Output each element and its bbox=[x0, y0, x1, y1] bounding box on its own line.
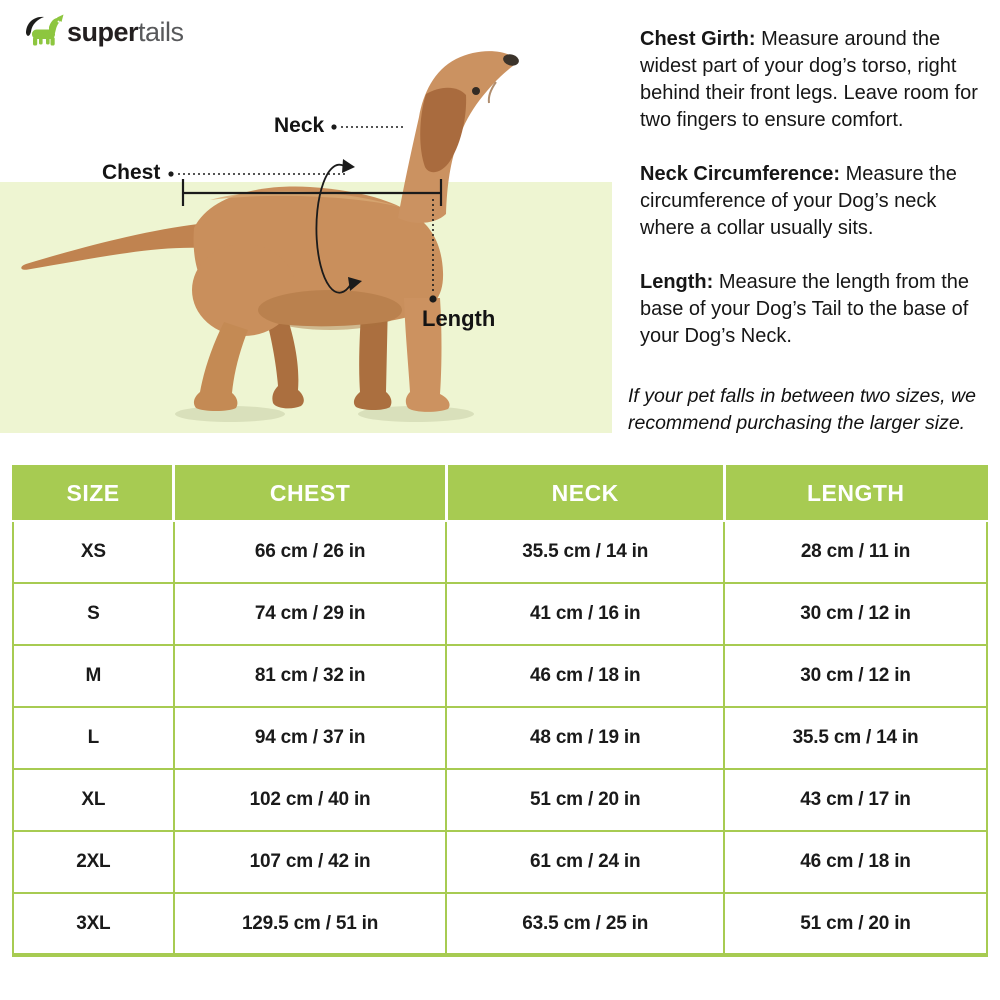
neck-circumference-term: Neck Circumference: bbox=[640, 163, 841, 185]
size-chart-table bbox=[12, 465, 988, 957]
neck-cell: 61 cm / 24 in bbox=[446, 831, 724, 893]
table-row bbox=[13, 769, 987, 831]
size-cell: XL bbox=[13, 769, 174, 831]
size-cell: L bbox=[13, 707, 174, 769]
length-paragraph bbox=[640, 269, 994, 350]
chest-girth-paragraph bbox=[640, 26, 994, 134]
neck-cell: 46 cm / 18 in bbox=[446, 645, 724, 707]
length-term: Length: bbox=[640, 271, 714, 293]
size-cell: M bbox=[13, 645, 174, 707]
length-cell: 51 cm / 20 in bbox=[724, 893, 987, 955]
neck-cell: 48 cm / 19 in bbox=[446, 707, 724, 769]
length-cell: 28 cm / 11 in bbox=[724, 521, 987, 583]
chest-cell: 107 cm / 42 in bbox=[174, 831, 447, 893]
chest-cell: 129.5 cm / 51 in bbox=[174, 893, 447, 955]
table-row bbox=[13, 583, 987, 645]
chest-label: Chest bbox=[102, 161, 161, 184]
header-neck: NECK bbox=[446, 466, 724, 521]
size-cell: 2XL bbox=[13, 831, 174, 893]
table-row bbox=[13, 521, 987, 583]
length-cell: 35.5 cm / 14 in bbox=[724, 707, 987, 769]
neck-cell: 41 cm / 16 in bbox=[446, 583, 724, 645]
chest-cell: 74 cm / 29 in bbox=[174, 583, 447, 645]
between-sizes-note: If your pet falls in between two sizes, we recommend purchasing the larger size. bbox=[628, 385, 976, 434]
brand-name-tails: tails bbox=[138, 16, 184, 47]
length-cell: 30 cm / 12 in bbox=[724, 583, 987, 645]
length-text: Measure the length from the base of your Dog’s Tail to the base of your Dog’s Neck. bbox=[640, 271, 970, 347]
neck-cell: 35.5 cm / 14 in bbox=[446, 521, 724, 583]
length-cell: 30 cm / 12 in bbox=[724, 645, 987, 707]
chest-cell: 94 cm / 37 in bbox=[174, 707, 447, 769]
chest-cell: 66 cm / 26 in bbox=[174, 521, 447, 583]
table-row bbox=[13, 893, 987, 955]
header-size: SIZE bbox=[13, 466, 174, 521]
chest-cell: 81 cm / 32 in bbox=[174, 645, 447, 707]
header-row bbox=[13, 466, 987, 521]
length-cell: 46 cm / 18 in bbox=[724, 831, 987, 893]
brand-name-super: super bbox=[67, 16, 139, 47]
dog-measurement-diagram bbox=[0, 0, 612, 452]
table-row bbox=[13, 645, 987, 707]
neck-circumference-text: Measure the circumference of your Dog’s neck where a collar usually sits. bbox=[640, 163, 957, 239]
chest-girth-term: Chest Girth: bbox=[640, 28, 756, 50]
size-cell: 3XL bbox=[13, 893, 174, 955]
table-row bbox=[13, 707, 987, 769]
header-chest: CHEST bbox=[174, 466, 447, 521]
size-cell: S bbox=[13, 583, 174, 645]
chest-girth-text: Measure around the widest part of your dog’s torso, right behind their front legs. Leave room for two fingers to ensure comfort. bbox=[640, 28, 978, 131]
length-cell: 43 cm / 17 in bbox=[724, 769, 987, 831]
header-length: LENGTH bbox=[724, 466, 987, 521]
chest-cell: 102 cm / 40 in bbox=[174, 769, 447, 831]
size-table-header bbox=[13, 466, 987, 521]
neck-circumference-paragraph bbox=[640, 161, 994, 242]
length-label: Length bbox=[422, 306, 496, 331]
neck-label: Neck bbox=[274, 114, 325, 137]
table-row bbox=[13, 831, 987, 893]
neck-cell: 51 cm / 20 in bbox=[446, 769, 724, 831]
dog-illustration bbox=[0, 0, 612, 450]
size-cell: XS bbox=[13, 521, 174, 583]
size-table-body bbox=[13, 521, 987, 955]
neck-cell: 63.5 cm / 25 in bbox=[446, 893, 724, 955]
